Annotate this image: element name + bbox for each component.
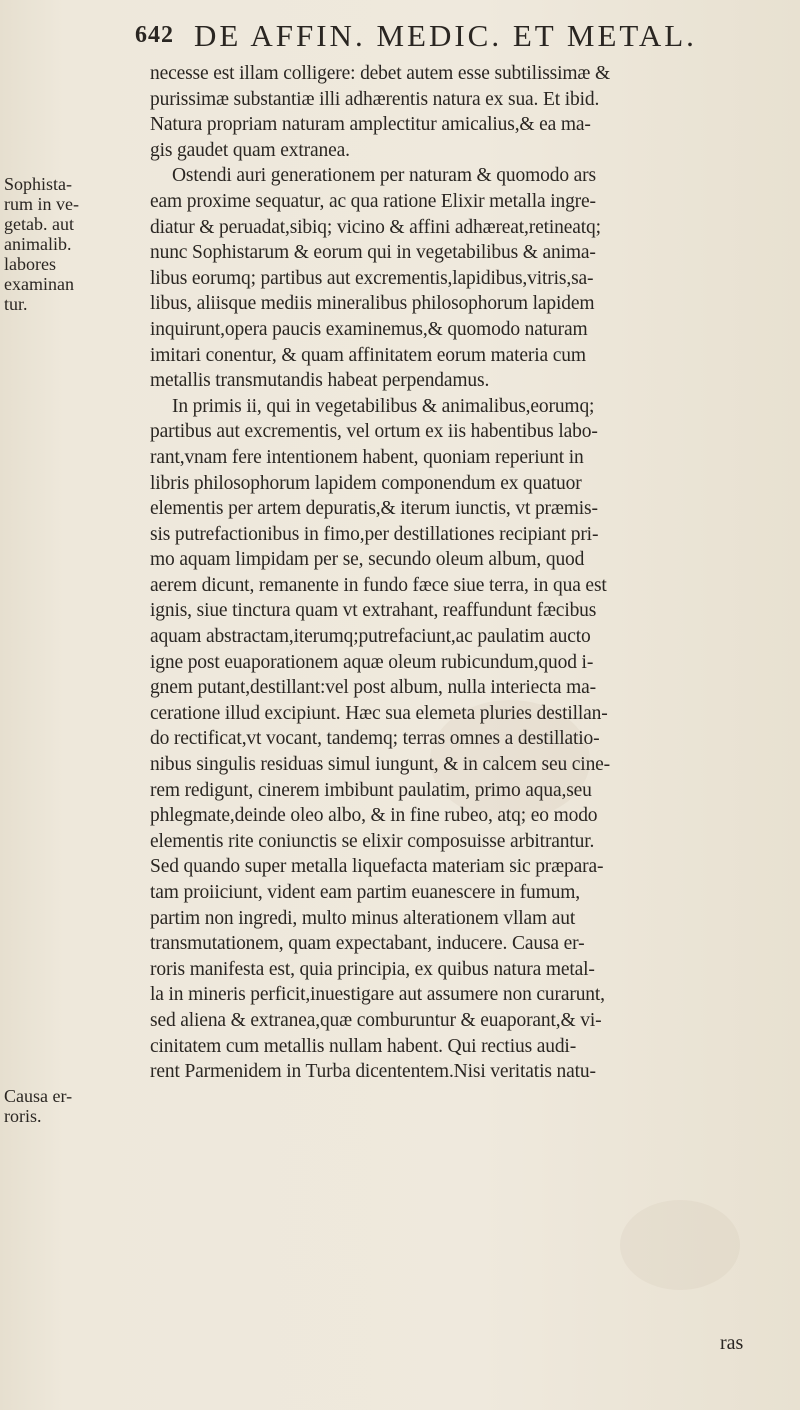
text-line: gis gaudet quam extranea.	[150, 139, 350, 161]
text-line: Sed quando super metalla liquefacta materiam sic præpara-	[150, 856, 604, 878]
text-line: transmutationem, quam expectabant, inducere. Causa er-	[150, 933, 585, 955]
margin-note	[4, 174, 79, 314]
margin-note-line: examinan	[4, 274, 74, 294]
margin-note-line: Sophista-	[4, 174, 73, 194]
text-line: nibus singulis residuas simul iungunt, & in calcem seu cine-	[150, 754, 611, 776]
text-line: mo aquam limpidam per se, secundo oleum album, quod	[150, 549, 585, 571]
text-line: nunc Sophistarum & eorum qui in vegetabilibus & anima-	[150, 242, 596, 264]
margin-note-line: Causa er-	[4, 1086, 73, 1106]
running-head: DE AFFIN. MEDIC. ET METAL.	[194, 18, 697, 53]
page-number: 642	[135, 22, 174, 48]
text-line: rant,vnam fere intentionem habent, quoniam reperiunt in	[150, 446, 584, 468]
body-text	[150, 61, 785, 1085]
text-line: sed aliena & extranea,quæ comburuntur & euaporant,& vi-	[150, 1009, 602, 1031]
text-line: phlegmate,deinde oleo albo, & in fine rubeo, atq; eo modo	[150, 805, 598, 827]
text-line: partibus aut excrementis, vel ortum ex iis habentibus labo-	[150, 421, 598, 443]
text-line: rent Parmenidem in Turba dicententem.Nisi veritatis natu-	[150, 1061, 596, 1083]
text-line: libus, aliisque mediis mineralibus philosophorum lapidem	[150, 293, 595, 315]
text-line: igne post euaporationem aquæ oleum rubicundum,quod i-	[150, 651, 594, 673]
text-line: gnem putant,destillant:vel post album, nulla interiecta ma-	[150, 677, 597, 699]
text-line: sis putrefactionibus in fimo,per destillationes recipiant pri-	[150, 523, 599, 545]
text-line: elementis rite coniunctis se elixir composuisse arbitrantur.	[150, 830, 595, 852]
text-line: rem redigunt, cinerem imbibunt paulatim, primo aqua,seu	[150, 779, 592, 801]
text-line: roris manifesta est, quia principia, ex quibus natura metal-	[150, 958, 595, 980]
margin-note	[4, 1086, 72, 1126]
text-line: libus eorumq; partibus aut excrementis,lapidibus,vitris,sa-	[150, 267, 594, 289]
text-line: tam proiiciunt, vident eam partim euanescere in fumum,	[150, 882, 580, 903]
text-line: metallis transmutandis habeat perpendamus.	[150, 370, 490, 392]
text-line: aerem dicunt, remanente in fundo fæce siue terra, in qua est	[150, 574, 607, 596]
text-line: ignis, siue tinctura quam vt extrahant, reaffundunt fæcibus	[150, 600, 597, 622]
text-line: imitari conentur, & quam affinitatem eorum materia cum	[150, 344, 586, 366]
page-header	[0, 18, 800, 58]
margin-note-line: rum in ve-	[4, 194, 79, 214]
text-line: la in mineris perficit,inuestigare aut assumere non curarunt,	[150, 984, 605, 1006]
text-line: eam proxime sequatur, ac qua ratione Elixir metalla ingre-	[150, 190, 596, 212]
paper-stain	[620, 1200, 740, 1290]
margin-note-line: labores	[4, 254, 56, 274]
text-line: diatur & peruadat,sibiq; vicino & affini adhæreat,retineatq;	[150, 216, 601, 238]
text-line: libris philosophorum lapidem componendum ex quatuor	[150, 472, 582, 494]
catchword: ras	[720, 1332, 744, 1354]
text-line: Natura propriam naturam amplectitur amicalius,& ea ma-	[150, 114, 591, 136]
text-line: purissimæ substantiæ illi adhærentis natura ex sua. Et ibid.	[150, 88, 600, 110]
text-line: aquam abstractam,iterumq;putrefaciunt,ac paulatim aucto	[150, 626, 591, 648]
text-line: partim non ingredi, multo minus alterationem vllam aut	[150, 907, 576, 929]
text-line: necesse est illam colligere: debet autem esse subtilissimæ &	[150, 63, 610, 84]
margin-note-line: getab. aut	[4, 214, 74, 234]
text-line: do rectificat,vt vocant, tandemq; terras omnes a destillatio-	[150, 728, 600, 750]
margin-note-line: roris.	[4, 1106, 42, 1126]
text-line: cinitatem cum metallis nullam habent. Qui rectius audi-	[150, 1035, 577, 1057]
margin-note-line: tur.	[4, 294, 28, 314]
text-line: ceratione illud excipiunt. Hæc sua elemeta pluries destillan-	[150, 702, 608, 724]
text-line: In primis ii, qui in vegetabilibus & animalibus,eorumq;	[172, 395, 595, 417]
text-line: Ostendi auri generationem per naturam & quomodo ars	[172, 165, 596, 187]
text-line: inquirunt,opera paucis examinemus,& quomodo naturam	[150, 318, 588, 340]
margin-note-line: animalib.	[4, 234, 72, 254]
text-line: elementis per artem depuratis,& iterum iunctis, vt præmis-	[150, 498, 598, 520]
